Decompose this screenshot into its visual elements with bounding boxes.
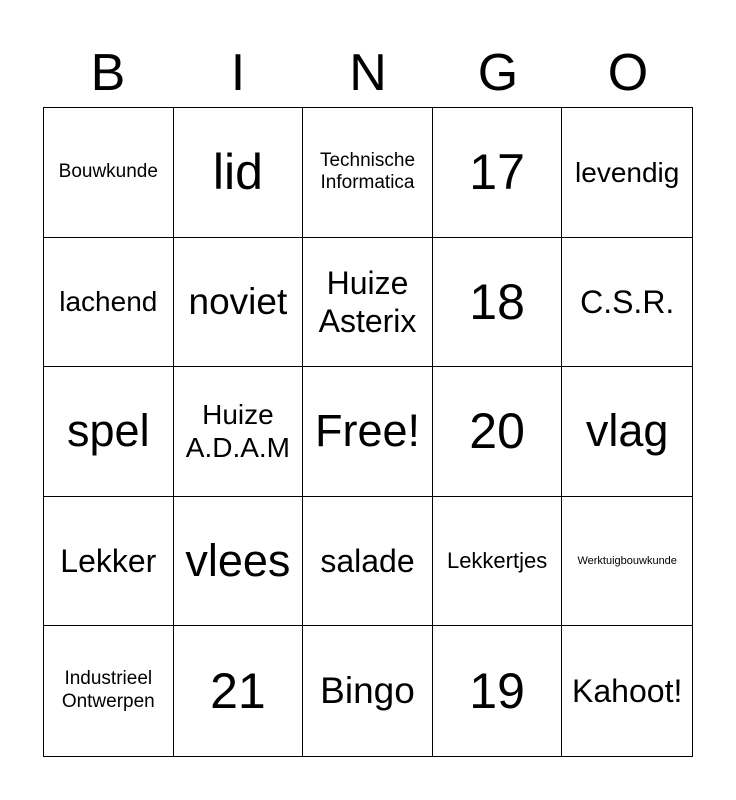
cell-label: 18 (469, 273, 525, 330)
header-letter-o: O (607, 44, 649, 102)
bingo-cell[interactable] (44, 367, 174, 497)
cell-label: Werktuigbouwkunde (577, 554, 677, 567)
cell-label: lid (212, 144, 263, 201)
cell-label: Huize Asterix (318, 264, 417, 339)
bingo-cell[interactable] (174, 497, 304, 627)
cell-label: salade (320, 542, 415, 579)
bingo-cell[interactable] (562, 497, 692, 627)
cell-label: vlees (185, 535, 291, 587)
bingo-cell[interactable] (433, 626, 563, 756)
cell-label: Bingo (320, 670, 415, 711)
bingo-cell[interactable] (44, 497, 174, 627)
cell-label: levendig (575, 156, 680, 188)
bingo-cell[interactable] (174, 238, 304, 368)
bingo-header (43, 40, 693, 106)
bingo-cell[interactable] (303, 108, 433, 238)
bingo-board (43, 107, 693, 757)
cell-label: spel (67, 405, 150, 457)
bingo-cell[interactable] (433, 367, 563, 497)
bingo-cell[interactable] (433, 497, 563, 627)
header-letter-n: N (349, 44, 387, 102)
bingo-cell[interactable] (562, 108, 692, 238)
cell-label: Kahoot! (572, 673, 683, 709)
bingo-cell[interactable] (44, 238, 174, 368)
bingo-cell[interactable] (562, 626, 692, 756)
bingo-cell[interactable] (303, 626, 433, 756)
cell-label: Free! (314, 405, 420, 457)
cell-label: Lekkertjes (446, 547, 548, 573)
bingo-cell[interactable] (44, 108, 174, 238)
cell-label: C.S.R. (580, 283, 675, 320)
cell-label: 19 (469, 663, 525, 720)
cell-label: lachend (59, 286, 158, 318)
cell-label: Technische Informatica (319, 149, 416, 194)
header-letter-i: I (230, 44, 246, 102)
bingo-cell[interactable] (562, 238, 692, 368)
cell-label: 20 (469, 403, 525, 460)
cell-label: Bouwkunde (58, 160, 158, 182)
bingo-cell[interactable] (44, 626, 174, 756)
bingo-cell[interactable] (433, 238, 563, 368)
bingo-cell[interactable] (174, 626, 304, 756)
header-letter-b: B (90, 44, 126, 102)
cell-label: 17 (469, 144, 525, 201)
cell-label: noviet (188, 280, 288, 322)
cell-label: Industrieel Ontwerpen (61, 668, 155, 713)
free-space-cell[interactable] (303, 367, 433, 497)
bingo-cell[interactable] (303, 238, 433, 368)
cell-label: Huize A.D.A.M (185, 398, 290, 464)
bingo-cell[interactable] (174, 108, 304, 238)
bingo-cell[interactable] (562, 367, 692, 497)
header-letter-g: G (477, 44, 519, 102)
bingo-cell[interactable] (303, 497, 433, 627)
bingo-cell[interactable] (433, 108, 563, 238)
bingo-cell[interactable] (174, 367, 304, 497)
cell-label: Lekker (60, 542, 157, 579)
cell-label: 21 (210, 663, 266, 720)
cell-label: vlag (585, 405, 669, 457)
